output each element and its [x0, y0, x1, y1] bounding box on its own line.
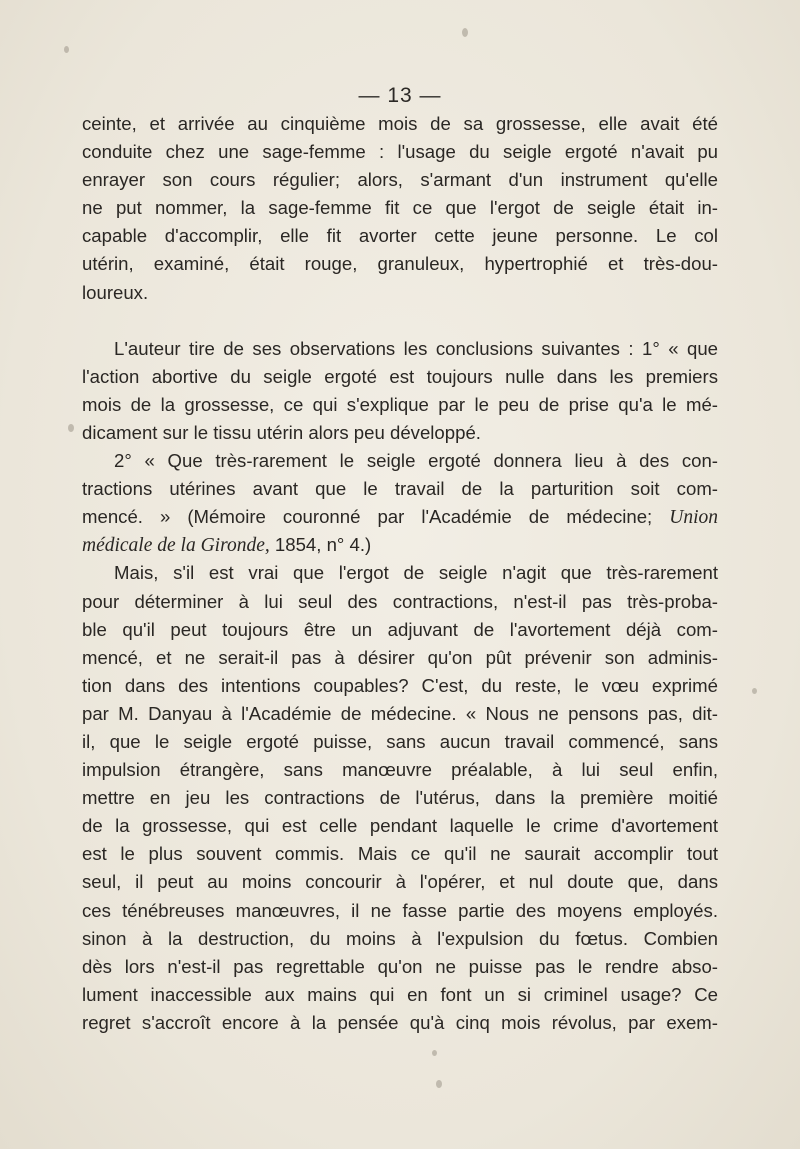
text-line: sinon à la destruction, du moins à l'expulsion du fœtus. Combien	[82, 927, 718, 949]
text-line: mettre en jeu les contractions de l'utérus, dans la première moitié	[82, 787, 718, 809]
text-line: dès lors n'est-il pas regrettable qu'on ne puisse pas le rendre abso-	[82, 955, 718, 977]
text-line: regret s'accroît encore à la pensée qu'à cinq mois révolus, par exem-	[82, 1011, 718, 1033]
text-line: ble qu'il peut toujours être un adjuvant de l'avortement déjà com-	[82, 618, 718, 640]
line-text: Mais, s'il est vrai que l'ergot de seigle n'agit que très-rarement	[114, 562, 718, 584]
text-line: pour déterminer à lui seul des contractions, n'est-il pas très-proba-	[82, 590, 718, 612]
text-line: mencé, et ne serait-il pas à désirer qu'on pût prévenir son adminis-	[82, 646, 718, 668]
text-line: de la grossesse, qui est celle pendant laquelle le crime d'avortement	[82, 815, 718, 837]
paper-stain	[68, 424, 74, 432]
text-line: tion dans des intentions coupables? C'est, du reste, le vœu exprimé	[82, 674, 718, 696]
text-line: ceinte, et arrivée au cinquième mois de sa grossesse, elle avait été	[82, 113, 718, 134]
text-line: est le plus souvent commis. Mais ce qu'il ne saurait accomplir tout	[82, 843, 718, 865]
text-line: tractions utérines avant que le travail de la parturition soit com-	[82, 478, 718, 500]
paper-stain	[64, 46, 69, 53]
text-line	[82, 559, 718, 587]
journal-title: médicale de la Gironde,	[82, 535, 270, 557]
text-line	[82, 531, 718, 559]
text-line	[82, 335, 718, 363]
text-line: l'action abortive du seigle ergoté est toujours nulle dans les premiers	[82, 365, 718, 387]
paper-stain	[752, 688, 757, 694]
text-line: impulsion étrangère, sans manœuvre préalable, à lui seul enfin,	[82, 759, 718, 781]
text-line: il, que le seigle ergoté puisse, sans aucun travail commencé, sans	[82, 730, 718, 752]
text-line: loureux.	[82, 281, 149, 303]
paper-stain	[436, 1080, 442, 1088]
text-line: ne put nommer, la sage-femme fit ce que l'ergot de seigle était in-	[82, 197, 718, 219]
body-text	[82, 110, 718, 1037]
text-line: dicament sur le tissu utérin alors peu développé.	[82, 421, 481, 443]
line-text: 2° « Que très-rarement le seigle ergoté donnera lieu à des con-	[114, 450, 718, 472]
text-line: lument inaccessible aux mains qui en font un si criminel usage? Ce	[82, 983, 718, 1005]
text-line: utérin, examiné, était rouge, granuleux, hypertrophié et très-dou-	[82, 253, 718, 275]
line-text: L'auteur tire de ses observations les conclusions suivantes : 1° « que	[114, 337, 718, 359]
text-line: conduite chez une sage-femme : l'usage du seigle ergoté n'avait pu	[82, 141, 718, 163]
page-number: — 13 —	[358, 84, 442, 107]
text-line: enrayer son cours régulier; alors, s'armant d'un instrument qu'elle	[82, 169, 718, 191]
paper-stain	[432, 1050, 437, 1056]
paragraph-gap	[82, 307, 718, 335]
text-line: capable d'accomplir, elle fit avorter cette jeune personne. Le col	[82, 225, 718, 247]
text-line	[82, 503, 718, 531]
text-line: par M. Danyau à l'Académie de médecine. « Nous ne pensons pas, dit-	[82, 702, 718, 724]
text-line	[82, 447, 718, 475]
journal-title: Union	[669, 507, 719, 529]
citation-end: 1854, n° 4.)	[269, 534, 372, 556]
text-line: mois de la grossesse, ce qui s'explique par le peu de prise qu'a le mé-	[82, 393, 718, 415]
paper-stain	[462, 28, 468, 37]
line-text: mencé. » (Mémoire couronné par l'Académie de médecine;	[82, 506, 653, 528]
text-line: seul, il peut au moins concourir à l'opérer, et nul doute que, dans	[82, 871, 718, 893]
text-line: ces ténébreuses manœuvres, il ne fasse partie des moyens employés.	[82, 899, 718, 921]
